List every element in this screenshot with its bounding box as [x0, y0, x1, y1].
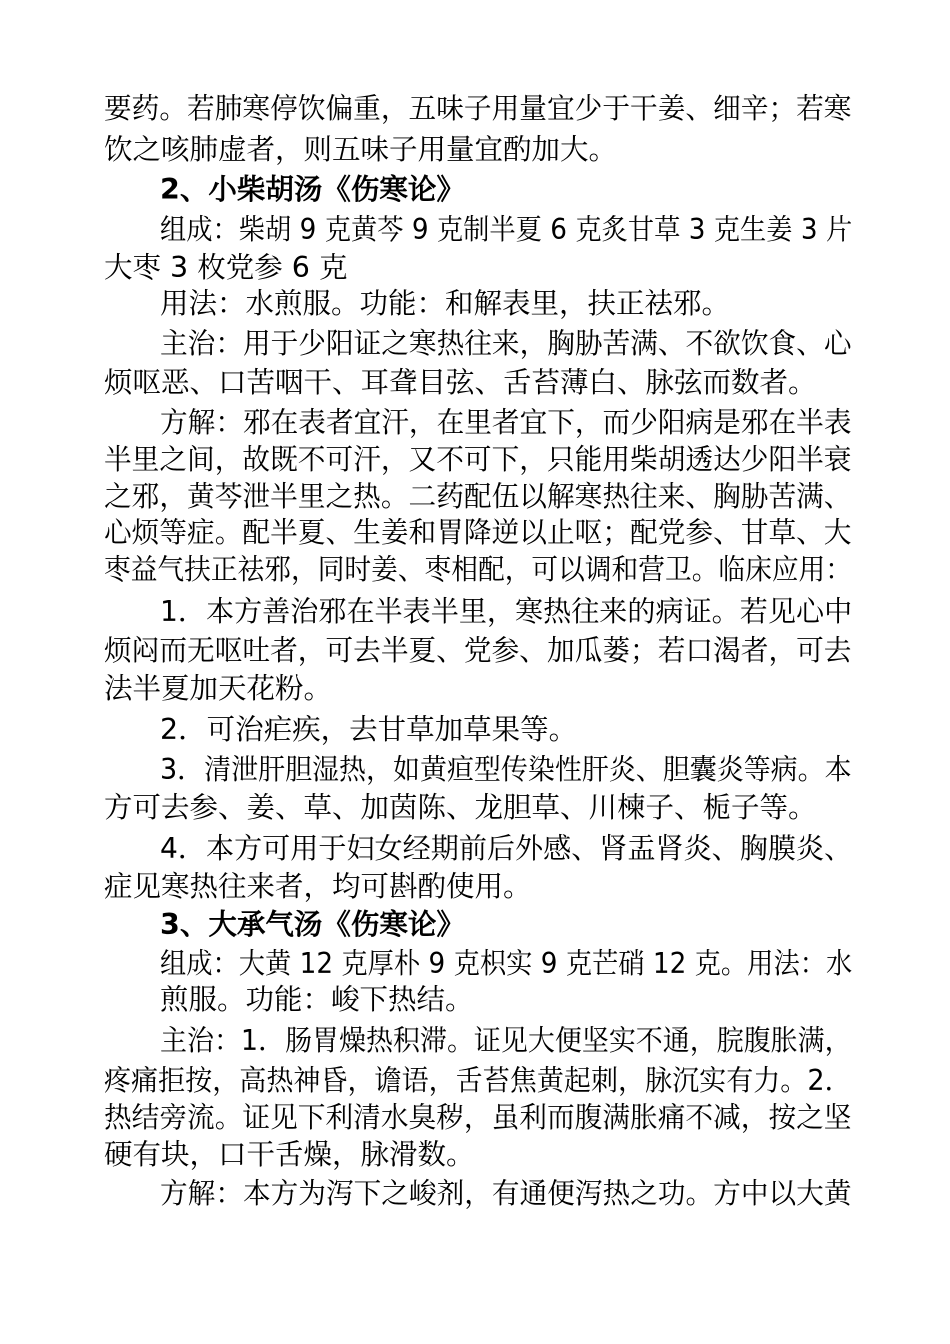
text-line: 心烦等症。配半夏、生姜和胃降逆以止呕；配党参、甘草、大 — [104, 516, 852, 549]
text-line: 方解：邪在表者宜汗，在里者宜下，而少阳病是邪在半表 — [160, 406, 852, 439]
text-line: 疼痛拒按，高热神昏，谵语，舌苔焦黄起刺，脉沉实有力。2． — [104, 1064, 852, 1097]
text-line: 主治：1．肠胃燥热积滞。证见大便坚实不通，脘腹胀满， — [160, 1024, 852, 1057]
text-line: 枣益气扶正祛邪，同时姜、枣相配，可以调和营卫。临床应用： — [104, 553, 852, 586]
text-line: 法半夏加天花粉。 — [104, 672, 333, 705]
text-line: 组成：柴胡 9 克黄芩 9 克制半夏 6 克炙甘草 3 克生姜 3 片 — [160, 213, 853, 246]
text-line: 之邪，黄芩泄半里之热。二药配伍以解寒热往来、胸胁苦满、 — [104, 480, 852, 513]
text-line: 大枣 3 枚党参 6 克 — [104, 251, 348, 284]
text-line: 4．本方可用于妇女经期前后外感、肾盂肾炎、胸膜炎、 — [160, 832, 853, 865]
text-line: 方解：本方为泻下之峻剂，有通便泻热之功。方中以大黄 — [160, 1177, 852, 1210]
text-line: 主治：用于少阳证之寒热往来，胸胁苦满、不欲饮食、心 — [160, 327, 852, 360]
text-line: 1．本方善治邪在半表半里，寒热往来的病证。若见心中 — [160, 595, 853, 628]
text-line: 煎服。功能：峻下热结。 — [160, 983, 474, 1016]
section-heading: 3、大承气汤《伤寒论》 — [160, 908, 465, 941]
text-line: 方可去参、姜、草、加茵陈、龙胆草、川楝子、栀子等。 — [104, 791, 817, 824]
text-line: 硬有块，口干舌燥，脉滑数。 — [104, 1138, 475, 1171]
text-line: 热结旁流。证见下利清水臭秽，虽利而腹满胀痛不减，按之坚 — [104, 1101, 852, 1134]
text-line: 症见寒热往来者，均可斟酌使用。 — [104, 870, 532, 903]
text-line: 2．可治疟疾，去甘草加草果等。 — [160, 713, 578, 746]
text-line: 烦呕恶、口苦咽干、耳聋目弦、舌苔薄白、脉弦而数者。 — [104, 366, 817, 399]
text-line: 要药。若肺寒停饮偏重，五味子用量宜少于干姜、细辛；若寒 — [104, 92, 852, 125]
text-line: 用法：水煎服。功能：和解表里，扶正祛邪。 — [160, 287, 731, 320]
text-line: 半里之间，故既不可汗，又不可下，只能用柴胡透达少阳半衰 — [104, 443, 852, 476]
text-line: 烦闷而无呕吐者，可去半夏、党参、加瓜蒌；若口渴者，可去 — [104, 634, 852, 667]
section-heading: 2、小柴胡汤《伤寒论》 — [160, 173, 465, 206]
text-line: 组成：大黄 12 克厚朴 9 克枳实 9 克芒硝 12 克。用法：水 — [160, 947, 853, 980]
text-line: 3．清泄肝胆湿热，如黄疸型传染性肝炎、胆囊炎等病。本 — [160, 753, 852, 786]
text-line: 饮之咳肺虚者，则五味子用量宜酌加大。 — [104, 133, 618, 166]
